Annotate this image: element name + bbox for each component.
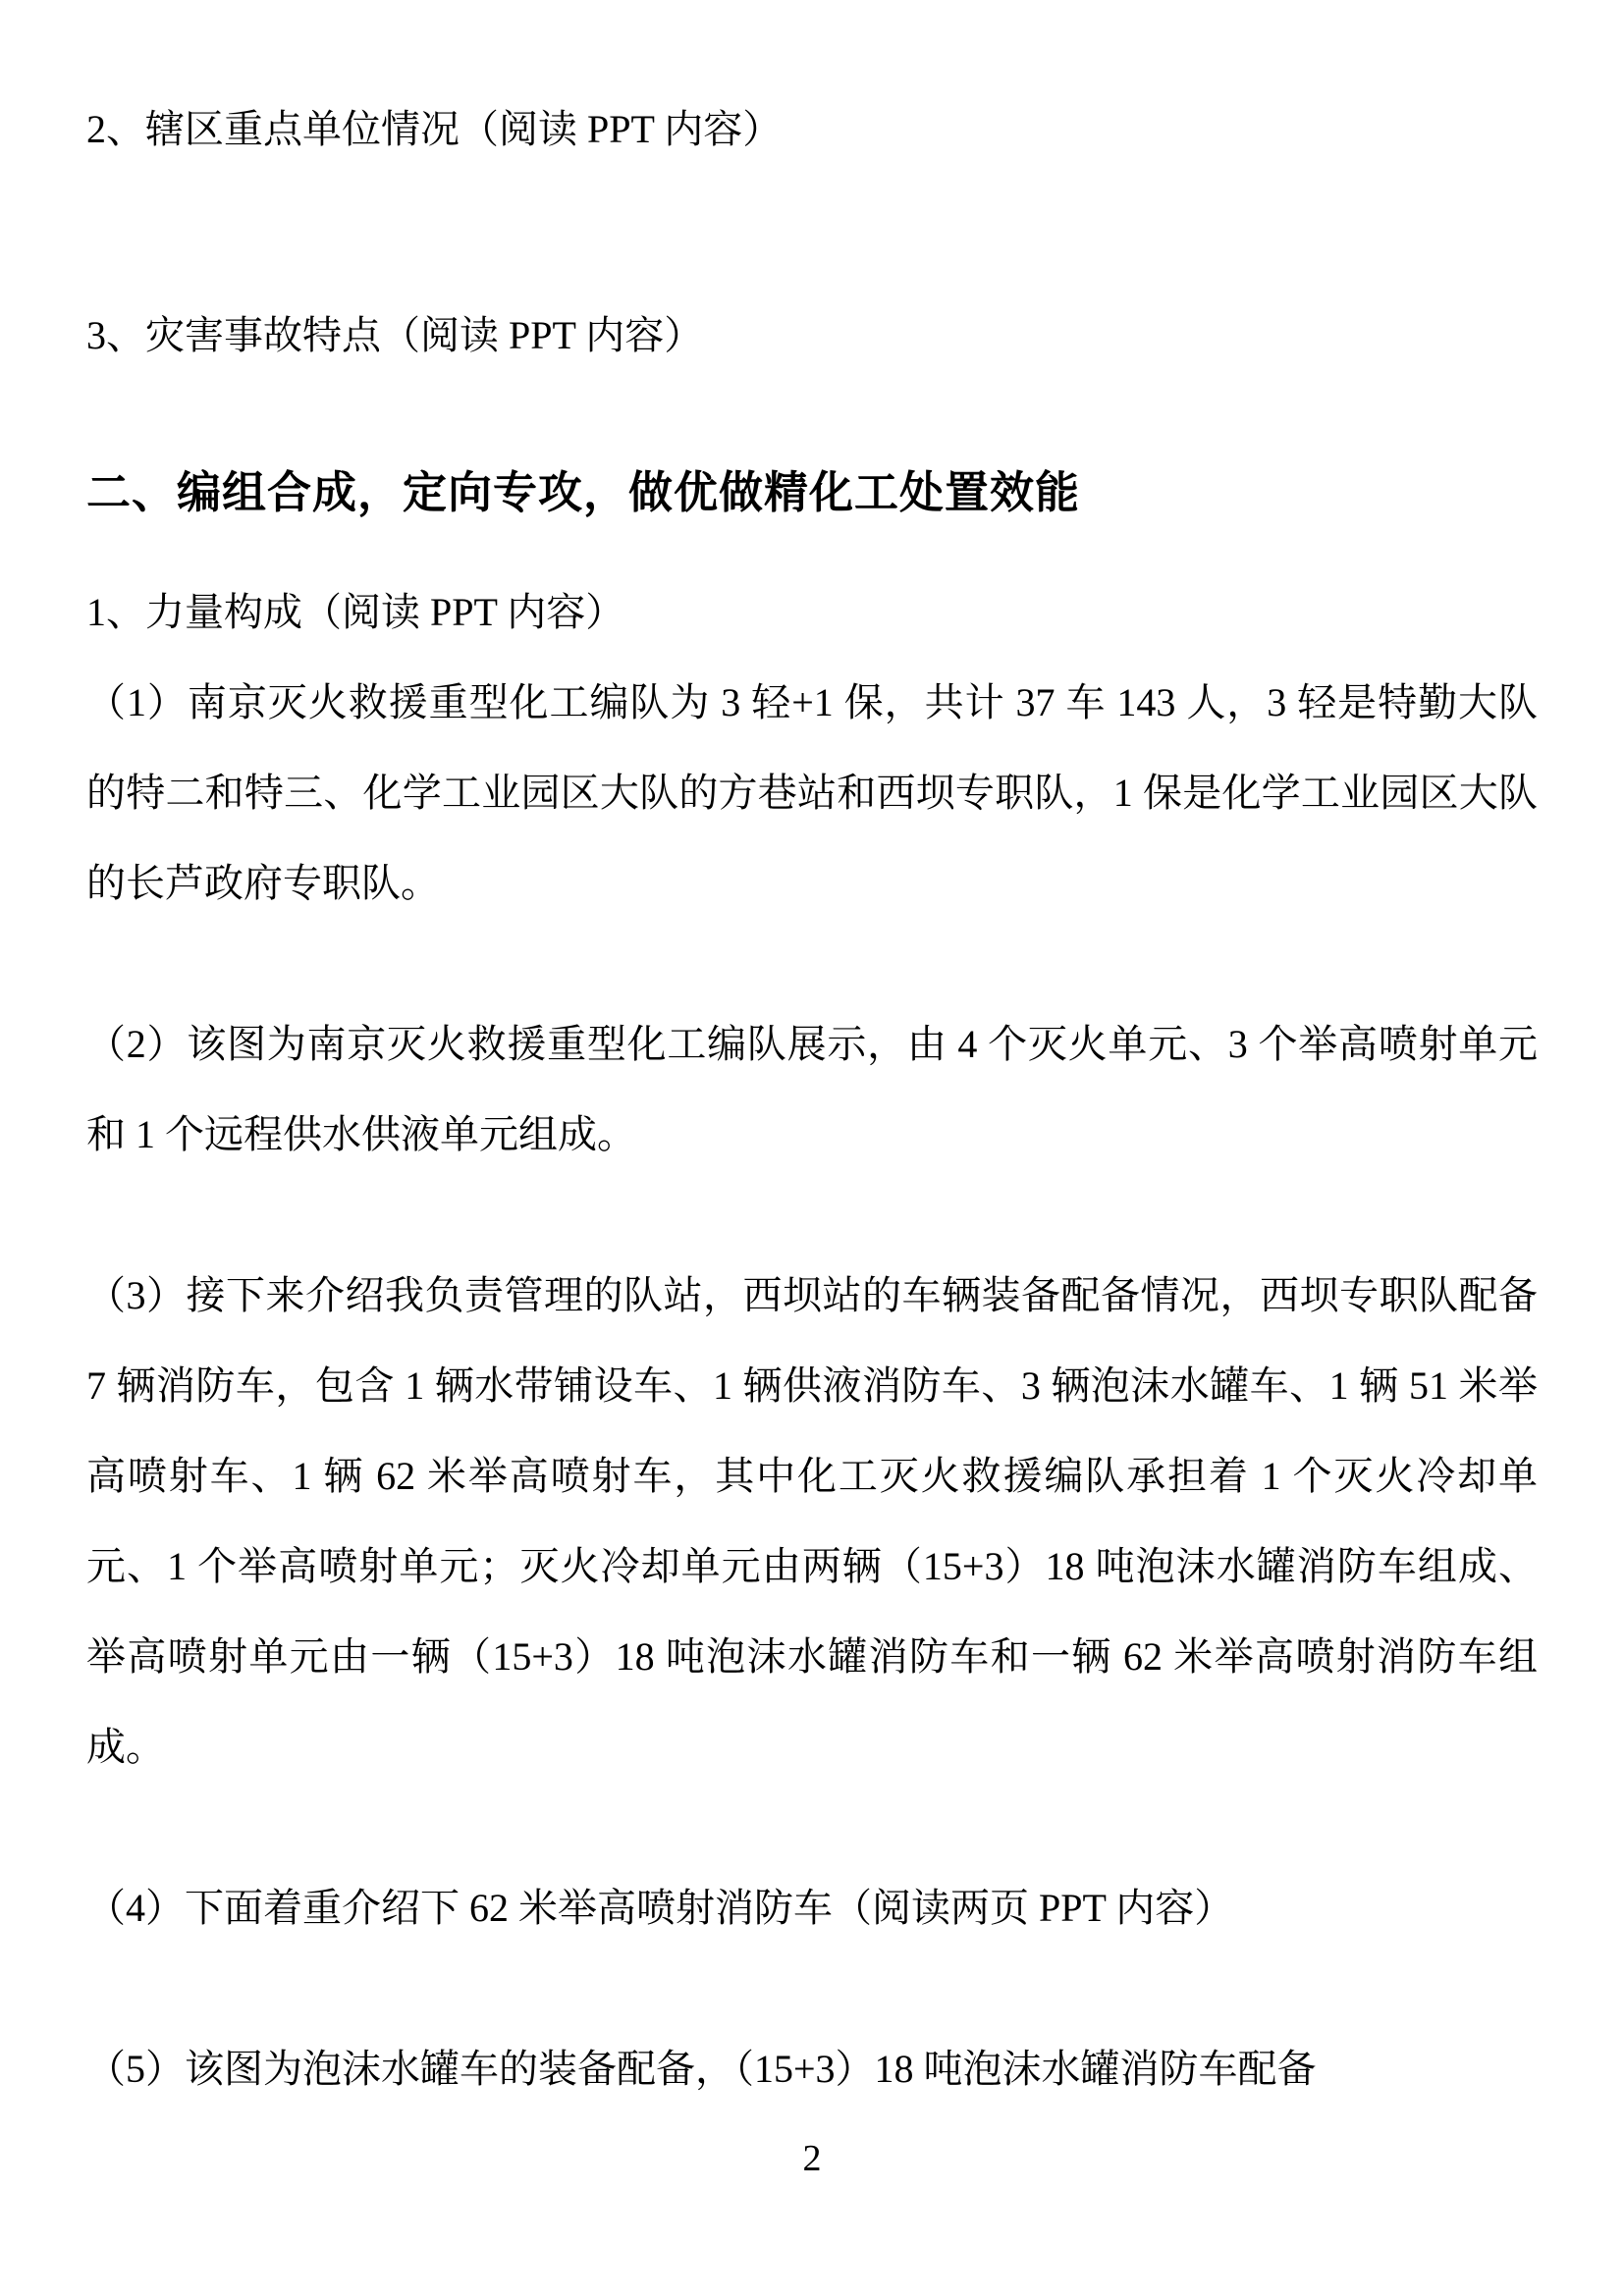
paragraph-3: （3）接下来介绍我负责管理的队站，西坝站的车辆装备配备情况，西坝专职队配备 7 辆消防车，包含 1 辆水带铺设车、1 辆供液消防车、3 辆泡沫水罐车、1 辆 51 米举高喷射车、1 辆 62 米举高喷射车，其中化工灭火救援编队承担着 1 个灭火冷却单元、1 个举高喷射单元；灭火冷却单元由两辆（15+3）18 吨泡沫水罐消防车组成、举高喷射单元由一辆（15+3）18 吨泡沫水罐消防车和一辆 62 米举高喷射消防车组成。	[86, 1273, 1538, 1769]
paragraph-1: （1）南京灭火救援重型化工编队为 3 轻+1 保，共计 37 车 143 人，3 轻是特勤大队的特二和特三、化学工业园区大队的方巷站和西坝专职队，1 保是化学工业园区大队的长芦政府专职队。	[86, 680, 1538, 905]
paragraph-5: （5）该图为泡沫水罐车的装备配备，（15+3）18 吨泡沫水罐消防车配备	[86, 2047, 1317, 2091]
page-number: 2	[802, 2138, 822, 2179]
paragraph-4: （4）下面着重介绍下 62 米举高喷射消防车（阅读两页 PPT 内容）	[86, 1886, 1234, 1930]
numbered-item-3: 3、灾害事故特点（阅读 PPT 内容）	[86, 313, 704, 357]
numbered-item-1: 1、力量构成（阅读 PPT 内容）	[86, 590, 625, 634]
numbered-item-2: 2、辖区重点单位情况（阅读 PPT 内容）	[86, 107, 783, 151]
paragraph-2: （2）该图为南京灭火救援重型化工编队展示，由 4 个灭火单元、3 个举高喷射单元和 1 个远程供水供液单元组成。	[86, 1022, 1538, 1156]
section-heading: 二、编组合成，定向专攻，做优做精化工处置效能	[86, 468, 1081, 517]
